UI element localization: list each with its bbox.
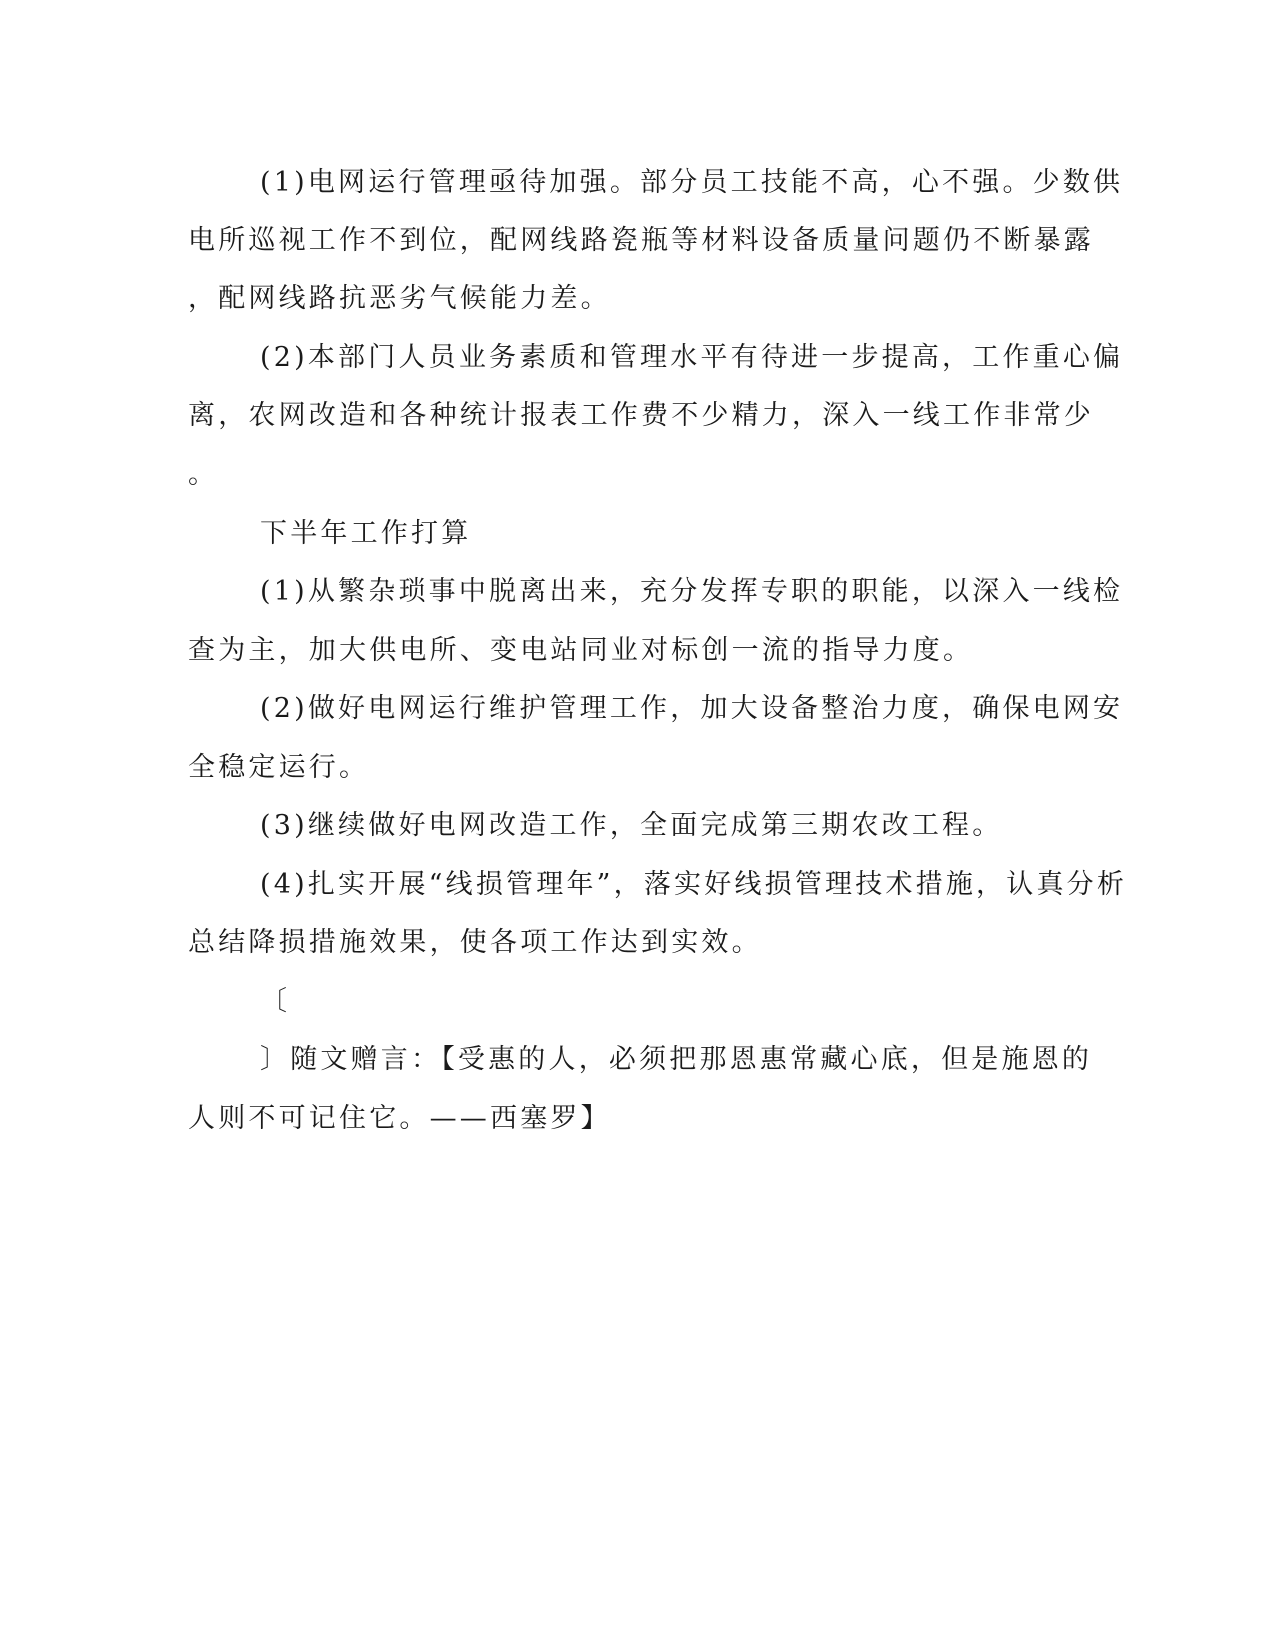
plan-item-1-line-2: 查为主，加大供电所、变电站同业对标创一流的指导力度。 — [188, 635, 974, 666]
quote-line-1: 〕随文赠言：【受惠的人，必须把那恩惠常藏心底，但是施恩的 — [260, 1044, 1093, 1075]
paragraph-2-line-2: 离，农网改造和各种统计报表工作费不少精力，深入一线工作非常少 — [188, 400, 1094, 431]
paragraph-2-line-3: 。 — [188, 459, 219, 490]
plan-item-3: (3)继续做好电网改造工作，全面完成第三期农改工程。 — [260, 810, 1003, 841]
paragraph-1-line-2: 电所巡视工作不到位，配网线路瓷瓶等材料设备质量问题仍不断暴露 — [188, 225, 1094, 256]
section-heading: 下半年工作打算 — [260, 518, 472, 549]
open-bracket: 〔 — [260, 986, 291, 1017]
plan-item-2-line-1: (2)做好电网运行维护管理工作，加大设备整治力度，确保电网安 — [260, 693, 1124, 724]
paragraph-1-line-3: ，配网线路抗恶劣气候能力差。 — [188, 283, 611, 314]
plan-item-2-line-2: 全稳定运行。 — [188, 752, 370, 783]
paragraph-2-line-1: (2)本部门人员业务素质和管理水平有待进一步提高，工作重心偏 — [260, 342, 1124, 373]
quote-line-2: 人则不可记住它。——西塞罗】 — [188, 1103, 611, 1134]
plan-item-4-line-1: (4)扎实开展“线损管理年”，落实好线损管理技术措施，认真分析 — [260, 869, 1128, 900]
plan-item-1-line-1: (1)从繁杂琐事中脱离出来，充分发挥专职的职能，以深入一线检 — [260, 576, 1124, 607]
paragraph-1-line-1: (1)电网运行管理亟待加强。部分员工技能不高，心不强。少数供 — [260, 167, 1124, 198]
plan-item-4-line-2: 总结降损措施效果，使各项工作达到实效。 — [188, 927, 762, 958]
